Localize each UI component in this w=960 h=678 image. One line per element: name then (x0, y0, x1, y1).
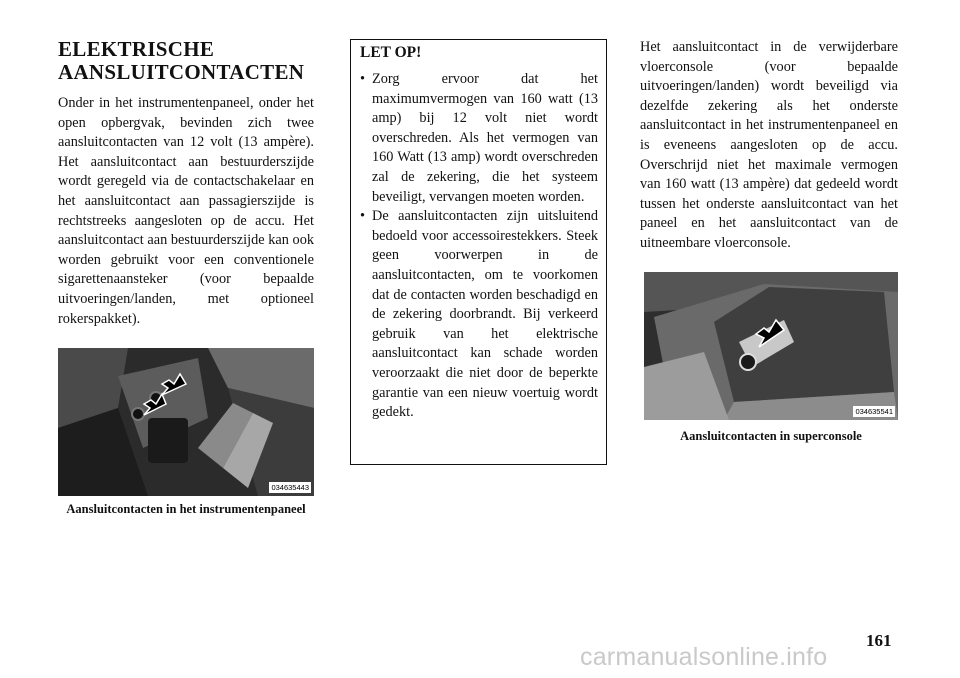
photo-code: 034635443 (271, 483, 309, 492)
page-number: 161 (866, 631, 892, 650)
console-paragraph: Het aansluitcontact in de verwijderbare vloerconsole (voor bepaalde uitvoeringen/landen) wordt beveiligd via dezelfde zekering als het onderste aansluitcontact in het instrumentenpaneel en is eveneens aangesloten op de accu. Overschrijd niet het maximale vermogen van 160 watt (13 ampère) dat gedeeld wordt tussen het onderste aansluitcontact van het paneel en het aansluitcontact van de uitneembare vloerconsole. (640, 39, 898, 251)
warning-list (360, 70, 598, 423)
instrument-panel-illustration (58, 348, 314, 496)
warning-item-text: De aansluitcontacten zijn uitsluitend bedoeld voor accessoirestekkers. Steek geen voorwerpen in de aansluitcontacten, om te voorkomen dat de contacten worden beschadigd en de zekering doorbrandt. Bij verkeerd gebruik van het elektrische aansluitcontact kan schade worden veroorzaakt die niet door de beperkte garantie van een nieuw voertuig wordt gedekt. (372, 208, 598, 421)
bullet-icon: • (360, 71, 366, 87)
console-illustration (644, 272, 898, 420)
warning-box (350, 39, 607, 465)
warning-item-text: Zorg ervoor dat het maximumvermogen van 160 watt (13 amp) bij 12 volt niet wordt overschreden. Als het vermogen van 160 Watt (13 amp) wordt overschreden zal de zekering, die het systeem beveiligt, vervangen moeten worden. (372, 71, 598, 205)
warning-item (360, 70, 598, 207)
instrument-panel-outlets-photo (58, 348, 314, 496)
intro-paragraph: Onder in het instrumentenpaneel, onder het open opbergvak, bevinden zich twee aansluitcontacten van 12 volt (13 ampère). Het aansluitcontact aan bestuurderszijde wordt geregeld via de contactschakelaar en het aansluitcontact aan passagierszijde is rechtstreeks aangesloten op de accu. Het aansluitcontact aan bestuurderszijde kan ook worden gebruikt voor een conventionele sigarettenaansteker (voor bepaalde uitvoeringen/landen, met optioneel rokerspakket). (58, 95, 314, 327)
photo-code: 034635541 (855, 407, 893, 416)
photo-caption: Aansluitcontacten in superconsole (680, 429, 862, 443)
warning-item (360, 207, 598, 423)
bullet-icon: • (360, 208, 366, 225)
photo-caption: Aansluitcontacten in het instrumentenpaneel (66, 502, 306, 516)
watermark: carmanualsonline.info (580, 643, 828, 671)
warning-title: LET OP! (360, 44, 422, 61)
section-heading: ELEKTRISCHE AANSLUITCONTACTEN (58, 37, 305, 84)
console-outlet-photo (644, 272, 898, 420)
